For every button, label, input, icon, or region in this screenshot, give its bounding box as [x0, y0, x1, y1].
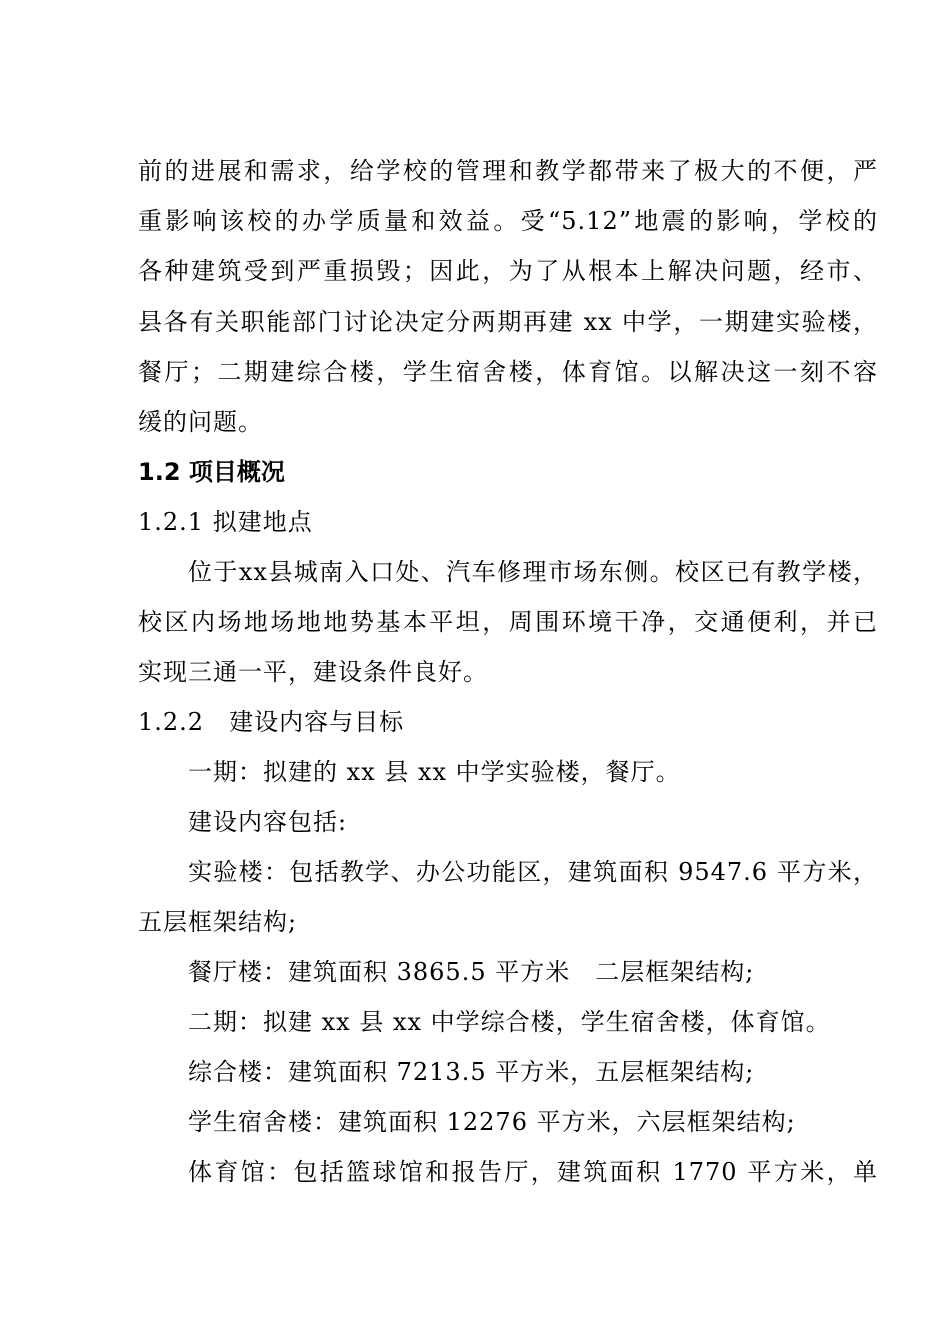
paragraph-line: 餐厅；二期建综合楼，学生宿舍楼，体育馆。以解决这一刻不容	[138, 358, 878, 386]
paragraph-line: 实现三通一平，建设条件良好。	[138, 658, 488, 686]
paragraph-line: 综合楼：建筑面积 7213.5 平方米，五层框架结构;	[188, 1058, 755, 1086]
paragraph-line: 二期：拟建 xx 县 xx 中学综合楼，学生宿舍楼，体育馆。	[188, 1008, 831, 1036]
paragraph-line: 前的进展和需求，给学校的管理和教学都带来了极大的不便，严	[138, 157, 878, 185]
paragraph-line: 餐厅楼：建筑面积 3865.5 平方米 二层框架结构;	[188, 958, 755, 986]
paragraph-line: 各种建筑受到严重损毁；因此，为了从根本上解决问题，经市、	[138, 257, 878, 285]
paragraph-line: 一期：拟建的 xx 县 xx 中学实验楼，餐厅。	[188, 758, 681, 786]
subsection-heading: 1.2.2 建设内容与目标	[138, 708, 405, 736]
paragraph-line: 位于xx县城南入口处、汽车修理市场东侧。校区已有教学楼，	[188, 558, 878, 586]
paragraph-line: 重影响该校的办学质量和效益。受“5.12”地震的影响，学校的	[138, 207, 878, 235]
paragraph-line: 学生宿舍楼：建筑面积 12276 平方米，六层框架结构;	[188, 1108, 796, 1136]
paragraph-line: 体育馆：包括篮球馆和报告厅，建筑面积 1770 平方米，单	[188, 1158, 878, 1186]
paragraph-line: 县各有关职能部门讨论决定分两期再建 xx 中学，一期建实验楼，	[138, 308, 878, 336]
section-heading: 1.2 项目概况	[138, 458, 285, 486]
paragraph-line: 建设内容包括:	[188, 808, 348, 836]
paragraph-line: 实验楼：包括教学、办公功能区，建筑面积 9547.6 平方米，	[188, 858, 878, 886]
paragraph-line: 五层框架结构;	[138, 908, 298, 936]
paragraph-line: 缓的问题。	[138, 408, 263, 436]
subsection-heading: 1.2.1 拟建地点	[138, 508, 313, 536]
paragraph-line: 校区内场地场地地势基本平坦，周围环境干净，交通便利，并已	[138, 608, 878, 636]
